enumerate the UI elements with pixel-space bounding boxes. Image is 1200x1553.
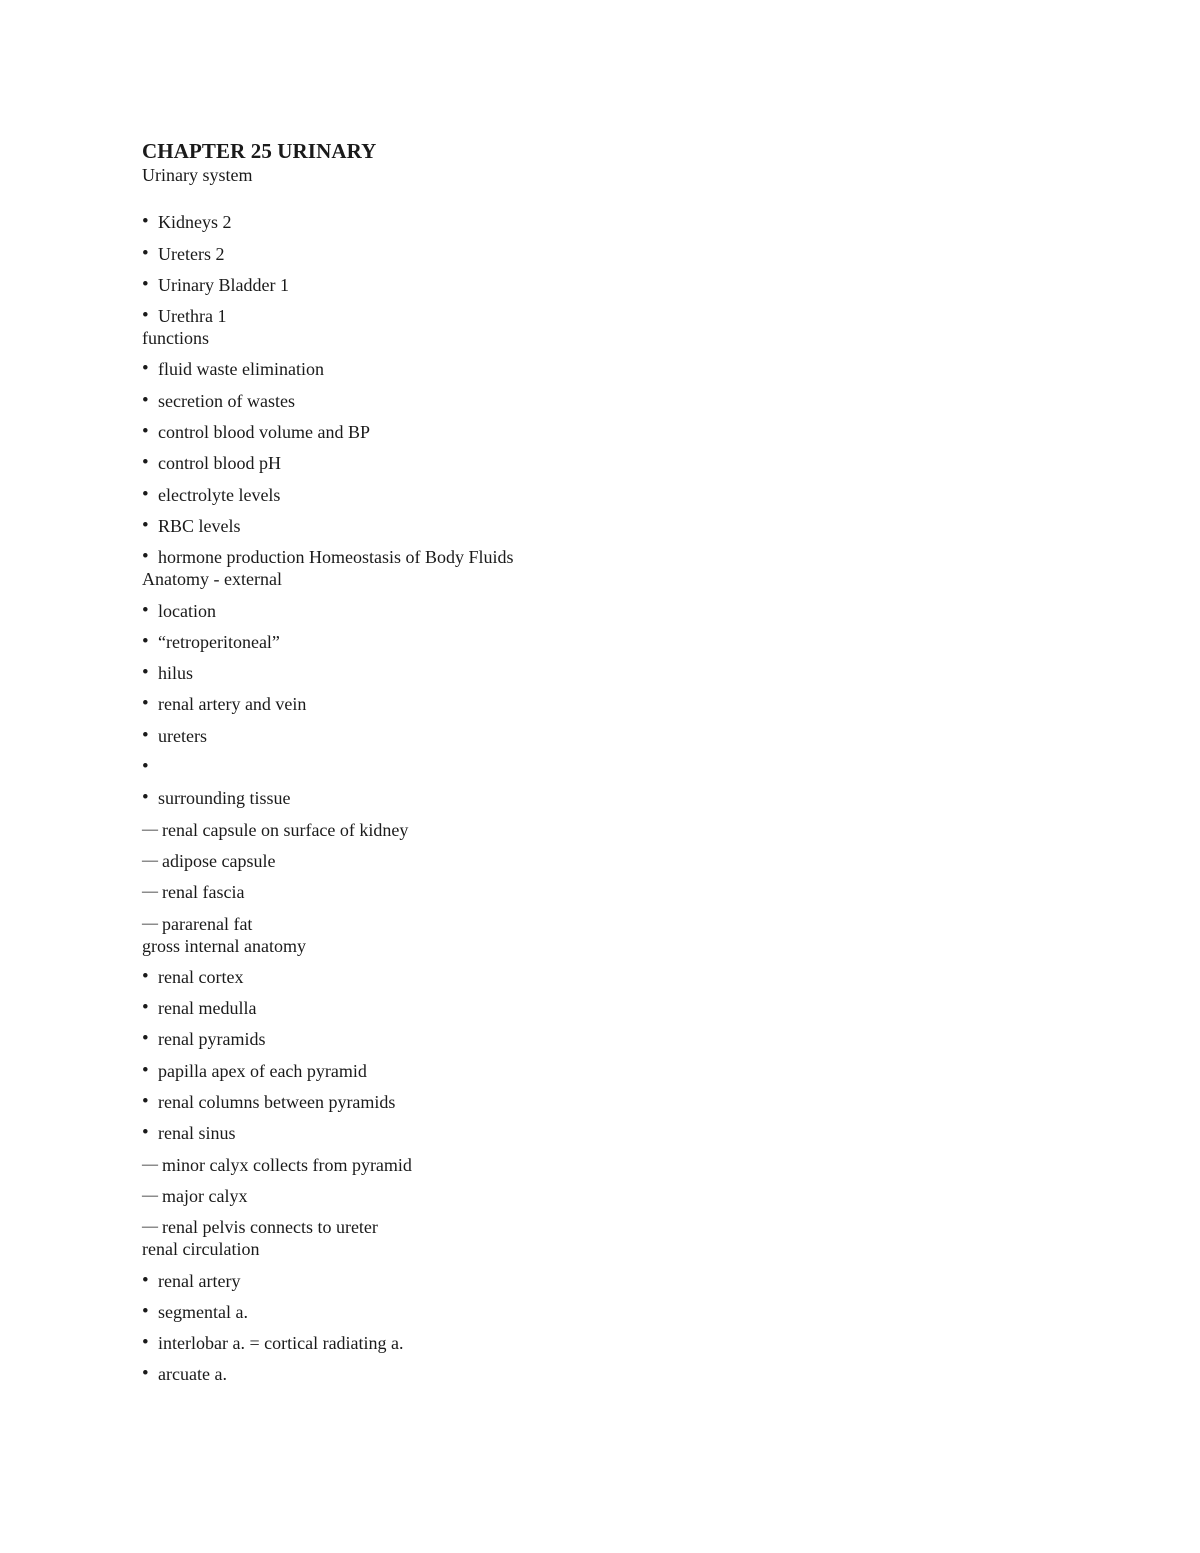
list-item xyxy=(142,622,1102,653)
list-item-text: major calyx xyxy=(162,1185,248,1206)
list-item-text: secretion of wastes xyxy=(158,390,295,411)
list-item-text: Ureters 2 xyxy=(158,243,225,264)
list-item xyxy=(142,265,1102,296)
document-page xyxy=(142,138,1102,1385)
list-item xyxy=(142,1050,1102,1081)
bullet-icon xyxy=(142,1331,158,1354)
bullet-icon xyxy=(142,1027,158,1050)
bullet-icon xyxy=(142,242,158,265)
bullet-list xyxy=(142,957,1102,1239)
bullet-icon xyxy=(142,389,158,412)
list-item-text: renal artery xyxy=(158,1270,241,1291)
bullet-list xyxy=(142,349,1102,568)
bullet-icon xyxy=(142,514,158,537)
dash-icon xyxy=(142,817,162,841)
section-urinary-system xyxy=(142,164,1102,327)
list-item xyxy=(142,957,1102,988)
list-item-text: electrolyte levels xyxy=(158,484,281,505)
list-item-text: papilla apex of each pyramid xyxy=(158,1060,367,1081)
list-item xyxy=(142,1176,1102,1207)
section-heading: functions xyxy=(142,328,209,349)
section-heading: Anatomy - external xyxy=(142,569,282,590)
bullet-icon xyxy=(142,1362,158,1385)
list-item xyxy=(142,474,1102,505)
list-item-text: “retroperitoneal” xyxy=(158,631,280,652)
list-item-text: adipose capsule xyxy=(162,850,276,871)
dash-icon xyxy=(142,911,162,935)
list-item xyxy=(142,988,1102,1019)
list-item-text: renal capsule on surface of kidney xyxy=(162,819,409,840)
bullet-list xyxy=(142,202,1102,327)
list-item-text: Urethra 1 xyxy=(158,306,227,327)
bullet-list xyxy=(142,590,1102,934)
list-item xyxy=(142,1019,1102,1050)
section-functions xyxy=(142,327,1102,568)
bullet-icon xyxy=(142,357,158,380)
bullet-icon xyxy=(142,304,158,327)
list-item xyxy=(142,653,1102,684)
list-item xyxy=(142,380,1102,411)
list-item-text: pararenal fat xyxy=(162,913,253,934)
bullet-icon xyxy=(142,545,158,568)
list-item-text: control blood volume and BP xyxy=(158,422,370,443)
bullet-icon xyxy=(142,661,158,684)
list-item-text: renal pelvis connects to ureter xyxy=(162,1217,378,1238)
bullet-icon xyxy=(142,1121,158,1144)
bullet-icon xyxy=(142,724,158,747)
list-item-text: surrounding tissue xyxy=(158,788,291,809)
list-item xyxy=(142,1292,1102,1323)
bullet-icon xyxy=(142,996,158,1019)
chapter-title: CHAPTER 25 URINARY xyxy=(142,139,377,163)
list-item-text: renal sinus xyxy=(158,1123,236,1144)
list-item xyxy=(142,1082,1102,1113)
list-item xyxy=(142,537,1102,568)
list-item xyxy=(142,1354,1102,1385)
list-item xyxy=(142,296,1102,327)
section-renal-circulation xyxy=(142,1238,1102,1385)
list-item xyxy=(142,443,1102,474)
bullet-icon xyxy=(142,965,158,988)
bullet-icon xyxy=(142,1300,158,1323)
list-item-text: renal fascia xyxy=(162,882,245,903)
list-item-text: Urinary Bladder 1 xyxy=(158,274,289,295)
list-item xyxy=(142,233,1102,264)
list-item xyxy=(142,412,1102,443)
section-heading: gross internal anatomy xyxy=(142,935,306,956)
list-item-text: minor calyx collects from pyramid xyxy=(162,1154,412,1175)
list-item-text: hilus xyxy=(158,663,194,684)
list-item-text: interlobar a. = cortical radiating a. xyxy=(158,1333,404,1354)
bullet-icon xyxy=(142,692,158,715)
list-item xyxy=(142,1113,1102,1144)
bullet-icon xyxy=(142,451,158,474)
bullet-icon xyxy=(142,755,158,778)
dash-icon xyxy=(142,1214,162,1238)
list-item xyxy=(142,841,1102,872)
list-item xyxy=(142,506,1102,537)
bullet-icon xyxy=(142,1090,158,1113)
list-item xyxy=(142,747,1102,778)
dash-icon xyxy=(142,879,162,903)
dash-icon xyxy=(142,1183,162,1207)
list-item xyxy=(142,778,1102,809)
dash-icon xyxy=(142,1152,162,1176)
list-item-text: control blood pH xyxy=(158,453,281,474)
bullet-icon xyxy=(142,599,158,622)
list-item-text: location xyxy=(158,600,216,621)
bullet-icon xyxy=(142,210,158,233)
list-item-text: renal artery and vein xyxy=(158,694,307,715)
list-item xyxy=(142,1207,1102,1238)
list-item xyxy=(142,1144,1102,1175)
bullet-icon xyxy=(142,420,158,443)
list-item-text: renal columns between pyramids xyxy=(158,1092,396,1113)
list-item xyxy=(142,1323,1102,1354)
bullet-list xyxy=(142,1260,1102,1385)
section-heading: Urinary system xyxy=(142,165,253,185)
bullet-icon xyxy=(142,1269,158,1292)
bullet-icon xyxy=(142,630,158,653)
list-item-text: RBC levels xyxy=(158,515,241,536)
list-item xyxy=(142,1260,1102,1291)
section-heading: renal circulation xyxy=(142,1239,260,1260)
list-item xyxy=(142,684,1102,715)
bullet-icon xyxy=(142,1059,158,1082)
list-item xyxy=(142,809,1102,840)
list-item-text: fluid waste elimination xyxy=(158,359,324,380)
list-item-text: segmental a. xyxy=(158,1301,248,1322)
list-item xyxy=(142,903,1102,934)
list-item-text: hormone production Homeostasis of Body Fluids xyxy=(158,547,514,568)
list-item-text: renal pyramids xyxy=(158,1029,266,1050)
bullet-icon xyxy=(142,786,158,809)
list-item xyxy=(142,590,1102,621)
section-anatomy-external xyxy=(142,568,1102,934)
list-item-text: ureters xyxy=(158,725,207,746)
list-item xyxy=(142,872,1102,903)
list-item-text: renal cortex xyxy=(158,966,244,987)
list-item-text: renal medulla xyxy=(158,998,257,1019)
list-item xyxy=(142,349,1102,380)
list-item-text: Kidneys 2 xyxy=(158,212,232,233)
dash-icon xyxy=(142,848,162,872)
bullet-icon xyxy=(142,273,158,296)
bullet-icon xyxy=(142,483,158,506)
list-item xyxy=(142,715,1102,746)
section-gross-internal-anatomy xyxy=(142,935,1102,1239)
list-item-text: arcuate a. xyxy=(158,1364,227,1385)
list-item xyxy=(142,202,1102,233)
